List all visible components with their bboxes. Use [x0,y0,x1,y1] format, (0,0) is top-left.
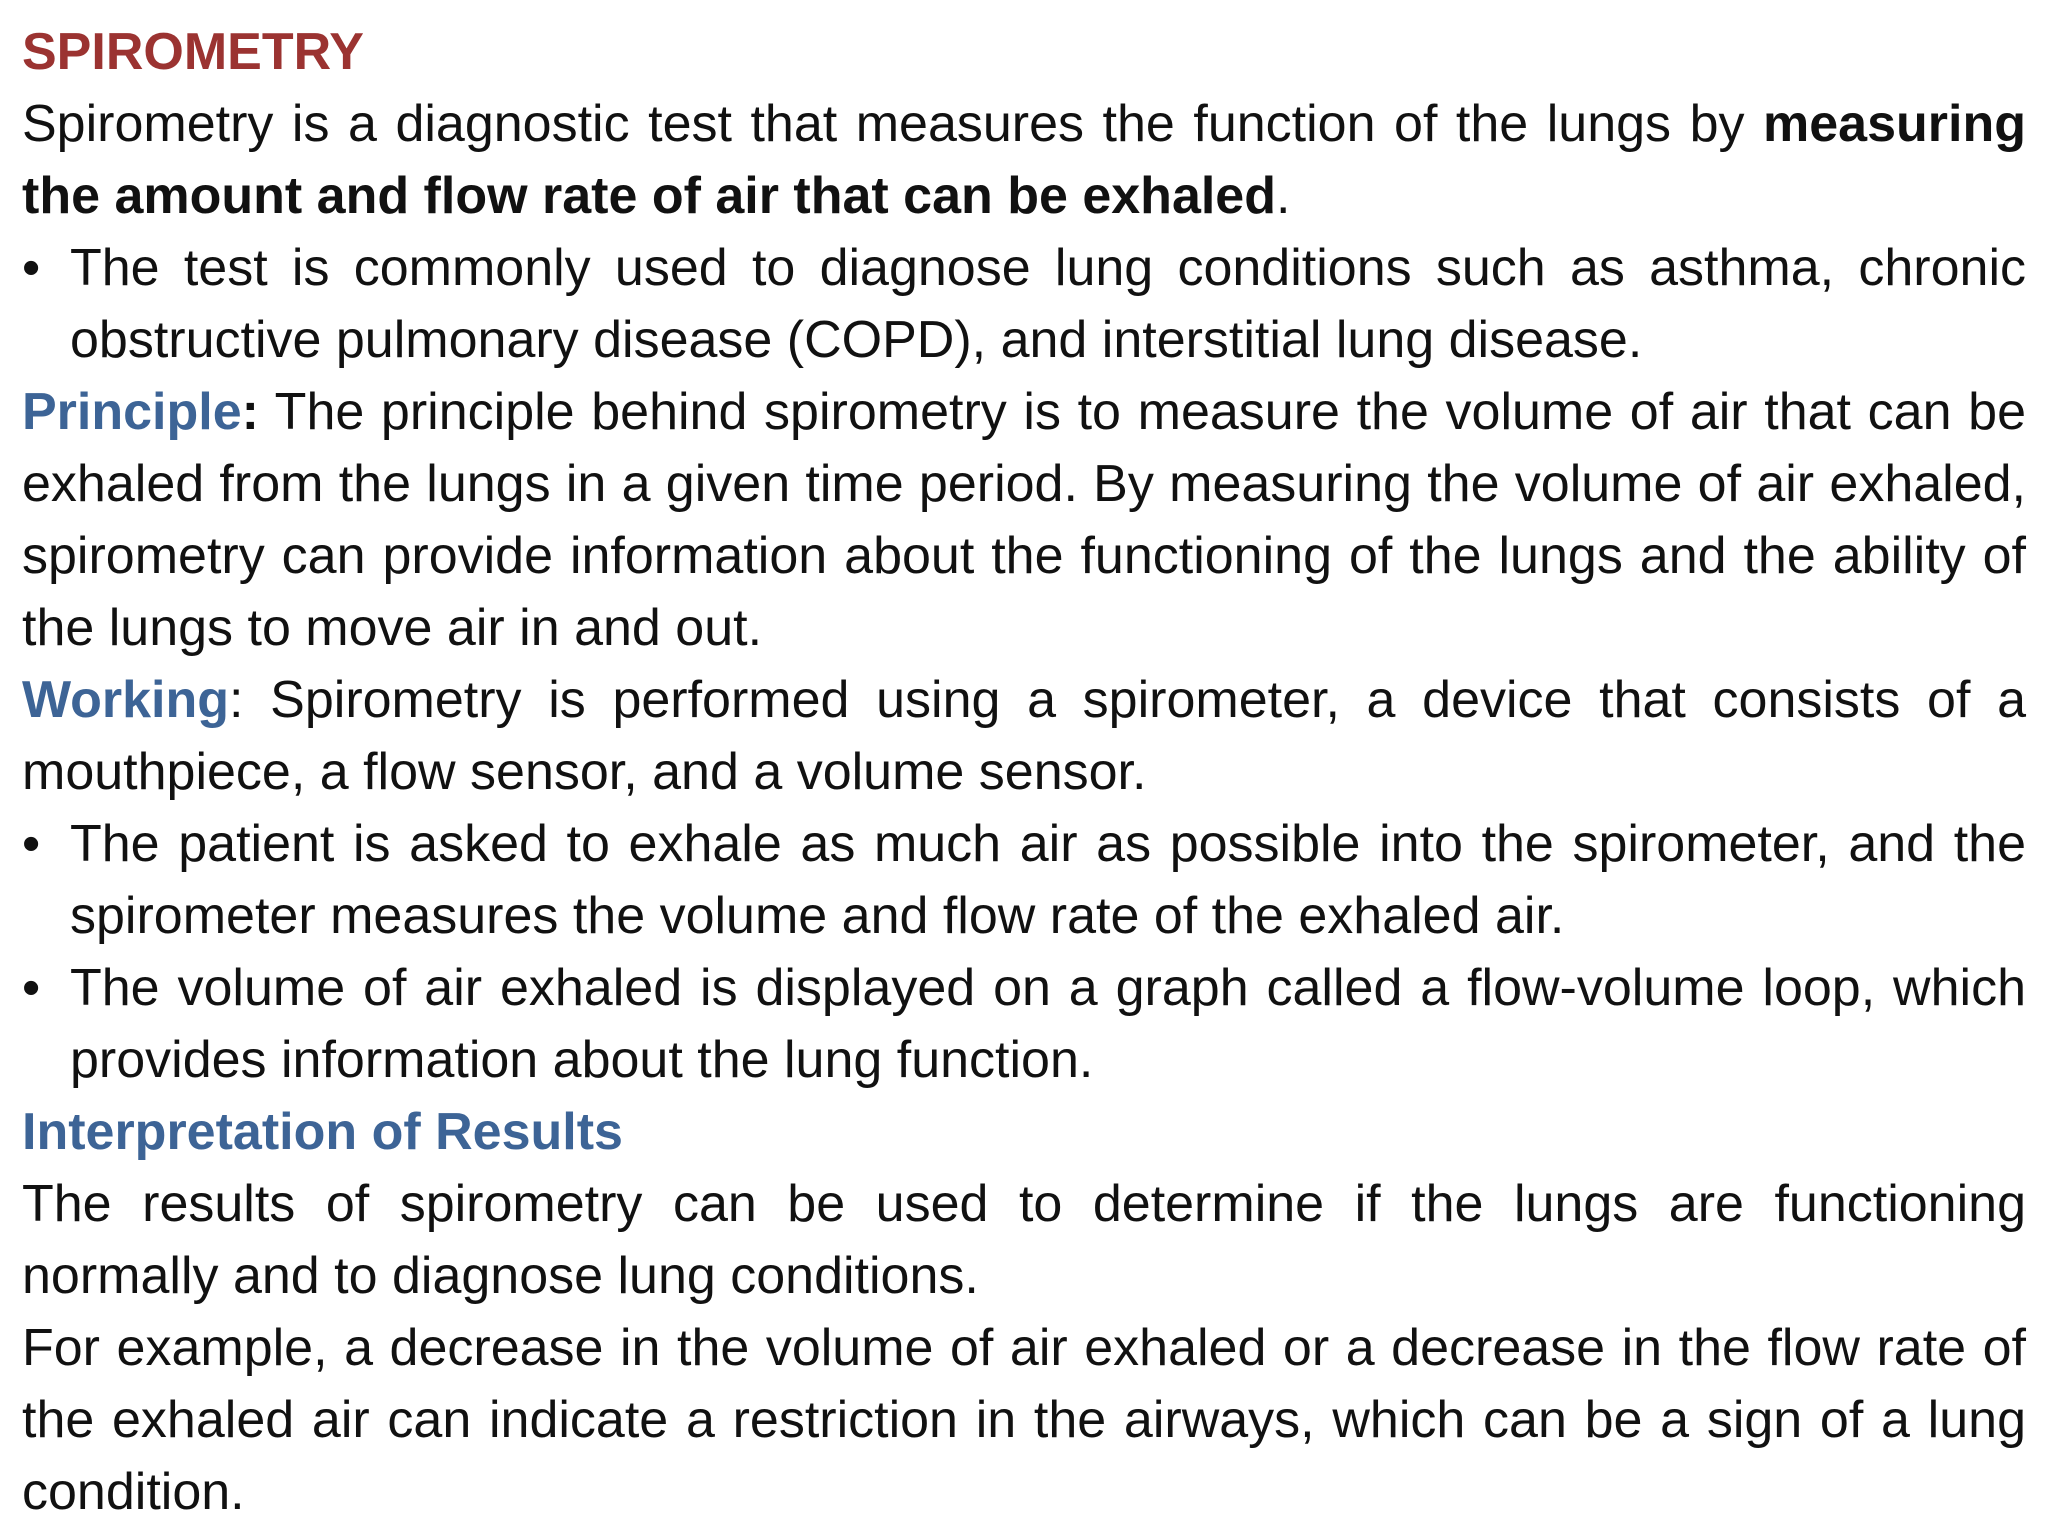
page-title: SPIROMETRY [22,23,364,81]
interpretation-paragraph-2: For example, a decrease in the volume of air exhaled or a decrease in the flow rate of the exhaled air can indicate a restriction in the airways, which can be a sign of a lung condition. [22,1319,2026,1521]
intro-text-end: . [1276,167,1291,225]
principle-text: The principle behind spirometry is to measure the volume of air that can be exhaled from the lungs in a given time period. By measuring the volume of air exhaled, spirometry can provide information about the functioning of the lungs and the ability of the lungs to move air in and out. [22,383,2026,657]
principle-label: Principle [22,383,242,441]
list-item [22,232,2026,376]
slide-content [22,16,2026,1528]
working-label: Working [22,671,230,729]
list-item [22,952,2026,1096]
intro-paragraph [22,88,2026,232]
bullet-text: The test is commonly used to diagnose lung conditions such as asthma, chronic obstructive pulmonary disease (COPD), and interstitial lung disease. [70,239,2026,369]
intro-text-bold: measuring the amount and flow rate of air that can be exhaled [22,95,2026,225]
working-colon: : [229,671,244,729]
working-paragraph [22,664,2026,808]
bullet-text: The volume of air exhaled is displayed on a graph called a flow-volume loop, which provides information about the lung function. [70,959,2026,1089]
interpretation-paragraph-1: The results of spirometry can be used to determine if the lungs are functioning normally and to diagnose lung conditions. [22,1175,2026,1305]
principle-colon: : [241,383,259,441]
bullet-text: The patient is asked to exhale as much air as possible into the spirometer, and the spirometer measures the volume and flow rate of the exhaled air. [70,815,2026,945]
intro-text-start: Spirometry is a diagnostic test that measures the function of the lungs by [22,95,1764,153]
interpretation-heading: Interpretation of Results [22,1103,623,1161]
list-item [22,808,2026,952]
working-text: Spirometry is performed using a spirometer, a device that consists of a mouthpiece, a flow sensor, and a volume sensor. [22,671,2026,801]
bullet-icon: • [22,815,41,873]
bullet-icon: • [22,239,41,297]
bullet-icon: • [22,959,41,1017]
principle-paragraph [22,376,2026,664]
